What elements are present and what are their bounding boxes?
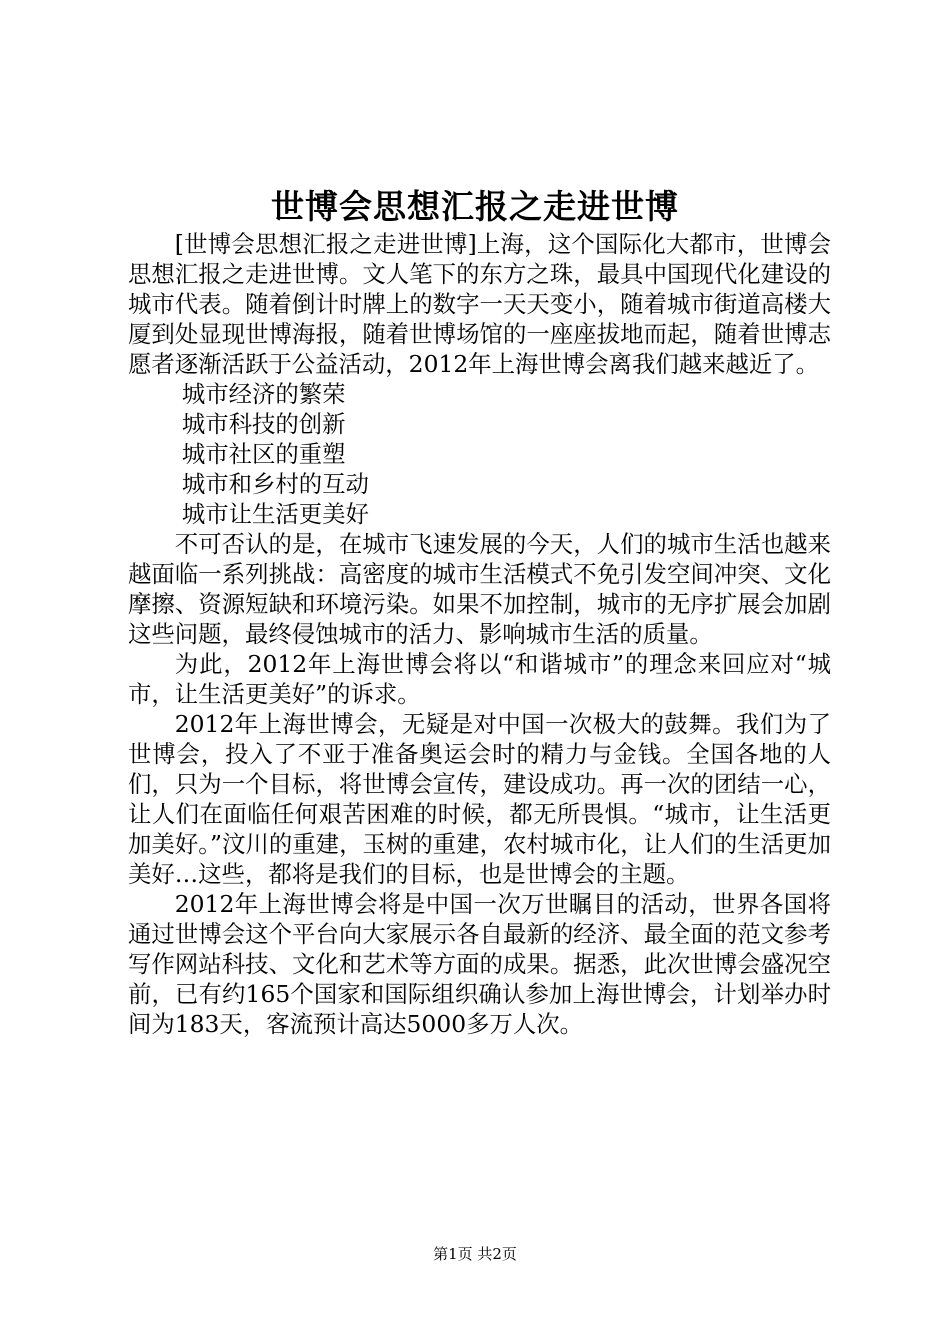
- paragraph-expo-scale: 2012年上海世博会将是中国一次万世瞩目的活动，世界各国将通过世博会这个平台向大家展示各自最新的经济、最全面的范文参考写作网站科技、文化和艺术等方面的成果。据悉，此次世博会盛况空前，已有约165个国家和国际组织确认参加上海世博会，计划举办时间为183天，客流预计高达5000多万人次。: [128, 890, 831, 1038]
- paragraph-harmonious-city: 为此，2012年上海世博会将以“和谐城市”的理念来回应对“城市，让生活更美好”的诉求。: [128, 650, 831, 708]
- list-item-better-life: 城市让生活更美好: [181, 500, 369, 528]
- paragraph-encouragement: 2012年上海世博会，无疑是对中国一次极大的鼓舞。我们为了世博会，投入了不亚于准备奥运会时的精力与金钱。全国各地的人们，只为一个目标，将世博会宣传，建设成功。再一次的团结一心，让人们在面临任何艰苦困难的时候，都无所畏惧。“城市，让生活更加美好。”汶川的重建，玉树的重建，农村城市化，让人们的生活更加美好…这些，都将是我们的目标，也是世博会的主题。: [128, 710, 831, 888]
- document-body: [128, 229, 831, 1039]
- list-item-urban-rural: 城市和乡村的互动: [181, 470, 369, 498]
- list-item-community: 城市社区的重塑: [181, 440, 346, 468]
- list-item-technology: 城市科技的创新: [181, 410, 346, 438]
- list-item-economy: 城市经济的繁荣: [181, 380, 346, 408]
- paragraph-challenges: 不可否认的是，在城市飞速发展的今天，人们的城市生活也越来越面临一系列挑战：高密度的城市生活模式不免引发空间冲突、文化摩擦、资源短缺和环境污染。如果不加控制，城市的无序扩展会加剧这些问题，最终侵蚀城市的活力、影响城市生活的质量。: [128, 530, 831, 648]
- page-number-footer: 第1页 共2页: [433, 1245, 517, 1263]
- paragraph-intro: [世博会思想汇报之走进世博]上海，这个国际化大都市，世博会思想汇报之走进世博。文人笔下的东方之珠，最具中国现代化建设的城市代表。随着倒计时牌上的数字一天天变小，随着城市街道高楼大厦到处显现世博海报，随着世博场馆的一座座拔地而起，随着世博志愿者逐渐活跃于公益活动，2012年上海世博会离我们越来越近了。: [128, 230, 831, 378]
- document-title: 世博会思想汇报之走进世博: [271, 187, 679, 226]
